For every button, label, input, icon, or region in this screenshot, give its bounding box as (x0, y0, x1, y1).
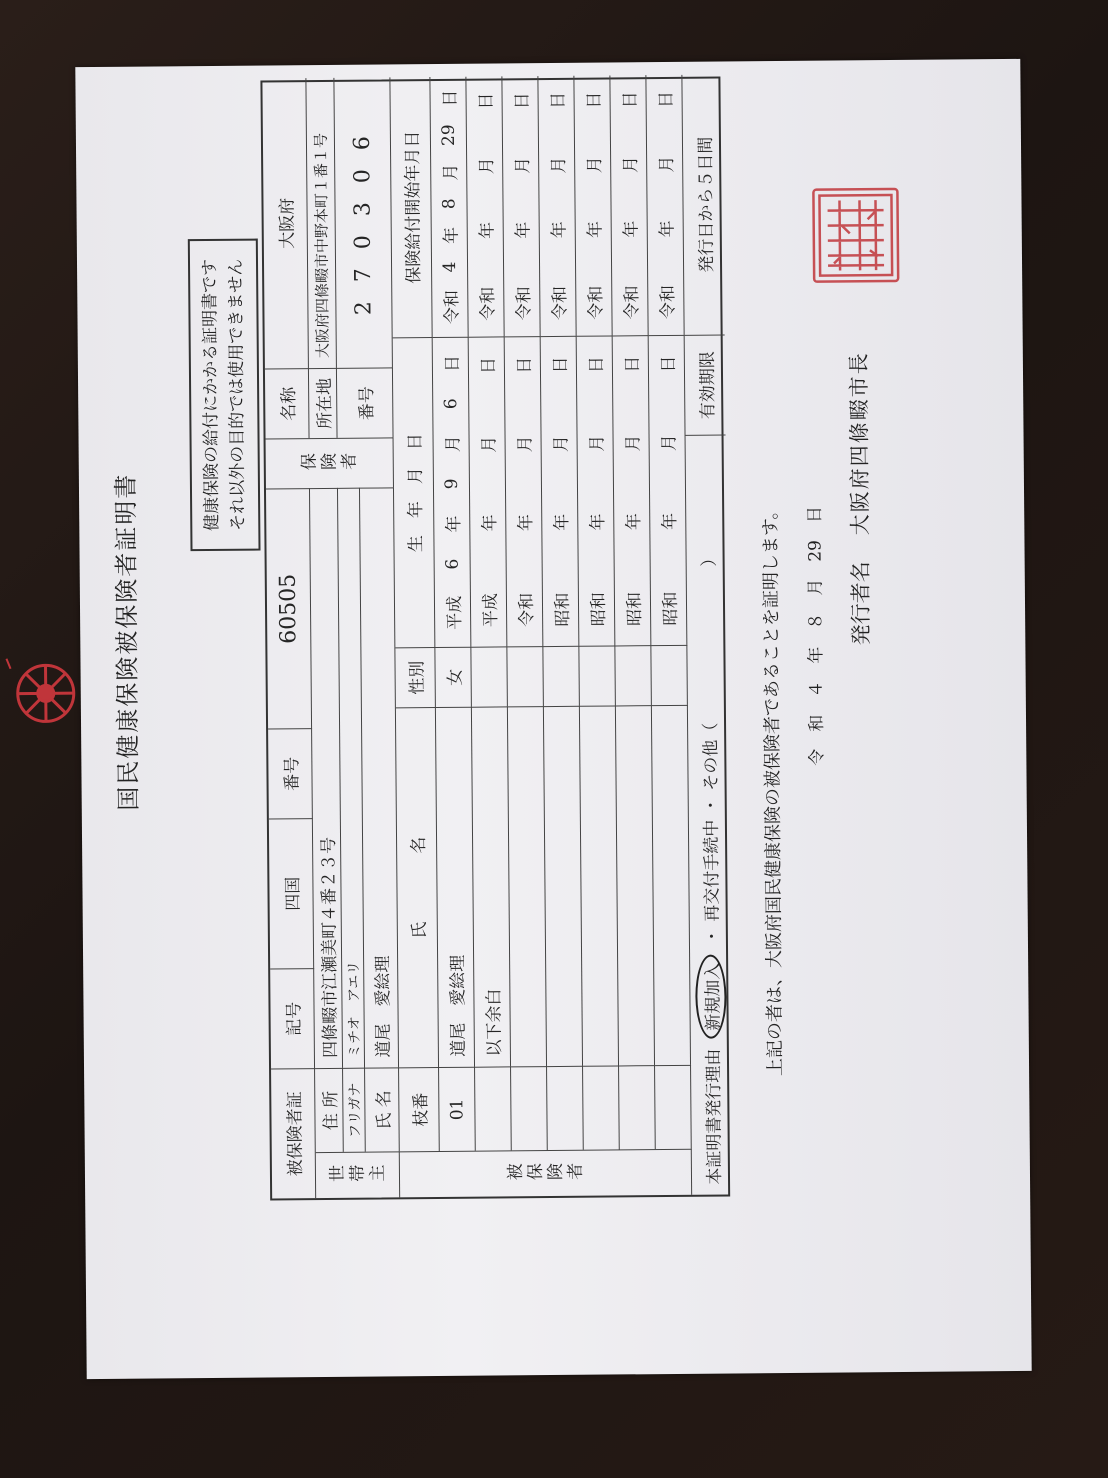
usage-warning-box (188, 239, 261, 552)
row-startdate-cell (430, 77, 468, 337)
issuer-label: 発行者名 (848, 561, 874, 646)
row-startdate-cell (538, 76, 576, 336)
row-sex: 女 (445, 668, 466, 686)
row-name-cell (580, 705, 619, 1065)
row-sex-cell (435, 647, 472, 707)
row-startdate-cell (646, 75, 684, 335)
address-value: 四條畷市江瀬美町４番２３号 (310, 488, 343, 1068)
issue-reason-label: 本証明書発行理由 (703, 1048, 725, 1185)
start-month: 8 (438, 198, 460, 210)
day-suffix: 日 (548, 91, 569, 110)
birth-era: 令和 (516, 592, 538, 627)
start-era: 令和 (442, 289, 463, 325)
row-name-cell (652, 705, 691, 1065)
document-content (0, 21, 902, 1383)
usage-warning-line-2: それ以外の目的では使用できません (225, 258, 249, 531)
year-suffix: 年 (480, 514, 501, 532)
address-label: 住 所 (315, 1068, 344, 1152)
col-sex-header: 性別 (395, 647, 436, 707)
certification-text: 上記の者は、大阪府国民健康保険の被保険者であることを証明します。 (760, 501, 787, 1077)
month-suffix: 月 (515, 435, 536, 453)
certificate-form (260, 77, 730, 1201)
day-suffix: 日 (550, 356, 571, 374)
name-label: 氏 名 (365, 1067, 400, 1151)
document-title: 国民健康保険被保険者証明書 (111, 472, 143, 811)
month-suffix: 月 (551, 435, 572, 453)
row-birthdate-cell (541, 336, 580, 646)
furigana-value: ミチオ アエリ (338, 488, 365, 1068)
start-era: 令和 (658, 284, 679, 320)
row-birthdate-cell (649, 335, 688, 645)
month-suffix: 月 (549, 156, 570, 174)
month-suffix: 月 (479, 435, 500, 453)
paper-sheet (75, 59, 1031, 1379)
month-suffix: 月 (657, 155, 678, 173)
row-name-cell (472, 706, 511, 1066)
start-era: 令和 (586, 285, 607, 320)
separator-2: ・ (701, 796, 722, 814)
start-era: 令和 (550, 285, 571, 321)
row-name-cell (436, 707, 475, 1067)
row-branch-cell (655, 1065, 692, 1149)
year-suffix: 年 (660, 512, 681, 530)
row-sex-cell (615, 645, 652, 705)
row-birthdate-cell (505, 336, 544, 646)
birth-era: 昭和 (552, 592, 574, 627)
validity-value: 発行日から５日間 (695, 136, 717, 273)
row-name-cell (508, 706, 547, 1066)
month-suffix: 月 (587, 434, 608, 452)
row-startdate-cell (502, 76, 540, 336)
month-suffix: 月 (477, 157, 498, 175)
insurer-location-label: 所在地 (309, 368, 338, 438)
year-suffix: 年 (549, 221, 570, 239)
year-suffix: 年 (477, 221, 498, 240)
kigou-value: 四国 (269, 818, 314, 968)
issue-reason-close-paren: ） (699, 549, 720, 567)
row-branch-cell (475, 1066, 512, 1150)
month-suffix: 月 (585, 156, 606, 174)
col-branch-header: 枝番 (399, 1067, 440, 1151)
day-suffix: 日 (622, 355, 643, 373)
row-branch-cell (619, 1065, 656, 1149)
name-value: 道尾 愛絵理 (360, 487, 399, 1067)
start-era: 令和 (478, 286, 499, 321)
row-branch-cell (583, 1065, 620, 1149)
validity-label: 有効期限 (685, 334, 726, 434)
row-branch: 01 (446, 1098, 467, 1121)
household-head-side-label: 世帯主 (316, 1151, 400, 1198)
row-name: 道尾 愛絵理 (448, 954, 469, 1057)
birth-year: 6 (442, 558, 463, 570)
month-suffix: 月 (623, 434, 644, 452)
row-sex-cell (543, 646, 580, 706)
row-branch-cell (439, 1067, 476, 1151)
usage-warning-line-1: 健康保険の給付にかかる証明書です (199, 258, 223, 532)
year-suffix: 年 (624, 513, 645, 531)
month-suffix: 月 (443, 435, 464, 453)
row-sex-cell (507, 646, 544, 706)
birth-era: 平成 (480, 593, 502, 628)
issue-reason-option-other: その他（ (700, 722, 722, 791)
issue-date: 令 和 ４ 年 ８ 月 29 日 (805, 505, 828, 766)
day-suffix: 日 (620, 91, 641, 109)
header-label: 被保険者証 (271, 1068, 316, 1198)
row-birthdate-cell (469, 336, 508, 646)
insurer-side-label: 保険者 (266, 437, 394, 488)
start-era: 令和 (514, 286, 535, 321)
year-suffix: 年 (585, 220, 606, 239)
insured-side-label: 被保険者 (400, 1149, 692, 1198)
birth-era: 平成 (444, 595, 466, 630)
row-birthdate-cell (613, 335, 652, 645)
start-year: 4 (439, 261, 460, 273)
municipal-emblem-icon (0, 648, 81, 739)
day-suffix: 日 (656, 90, 677, 109)
birth-day: 6 (440, 398, 461, 410)
day-suffix: 日 (476, 92, 497, 110)
row-name-cell (544, 706, 583, 1066)
row-name: 以下余白 (484, 988, 505, 1057)
birth-era: 昭和 (588, 592, 610, 627)
issuer-value: 大阪府四條畷市長 (846, 351, 873, 536)
birth-era: 昭和 (624, 591, 646, 626)
insurer-location-value: 大阪府四條畷市中野本町１番１号 (306, 78, 337, 368)
day-suffix: 日 (584, 91, 605, 109)
year-suffix: 年 (513, 221, 534, 239)
day-suffix: 日 (512, 92, 533, 110)
year-suffix: 年 (621, 220, 642, 238)
insurer-number-label: 番号 (337, 367, 394, 437)
row-birthdate-cell (433, 337, 472, 647)
start-day: 29 (438, 124, 459, 147)
issue-reason-selected: 新規加入 (695, 955, 727, 1039)
separator-1: ・ (702, 927, 723, 945)
month-suffix: 月 (621, 155, 642, 174)
day-suffix: 日 (658, 355, 679, 373)
furigana-label: フリガナ (343, 1068, 366, 1152)
birth-month: 9 (441, 478, 462, 490)
month-suffix: 月 (441, 163, 462, 181)
row-name-cell (616, 705, 655, 1065)
year-suffix: 年 (588, 513, 609, 531)
row-startdate-cell (466, 76, 504, 336)
month-suffix: 月 (513, 156, 534, 175)
bangou-label: 番号 (268, 728, 313, 818)
month-suffix: 月 (659, 434, 680, 452)
row-sex-cell (579, 645, 616, 705)
day-suffix: 日 (478, 356, 499, 375)
year-suffix: 年 (516, 514, 537, 532)
bangou-value: 60505 (266, 488, 312, 728)
year-suffix: 年 (444, 515, 465, 533)
row-sex-cell (471, 646, 508, 706)
kigou-label: 記号 (270, 968, 315, 1068)
row-branch-cell (511, 1066, 548, 1150)
year-suffix: 年 (657, 220, 678, 238)
year-suffix: 年 (441, 226, 462, 244)
row-startdate-cell (574, 75, 612, 335)
insurer-number-value: 2 7 0 3 0 6 (334, 77, 393, 367)
issue-reason-option-reissue: 再交付手続中 (701, 819, 723, 922)
row-birthdate-cell (577, 335, 616, 645)
issue-reason-row (686, 434, 733, 1194)
row-startdate-cell (610, 75, 648, 335)
col-start-header: 保険給付開始年月日 (390, 77, 432, 337)
year-suffix: 年 (552, 513, 573, 531)
col-name-header: 氏 名 (396, 707, 439, 1067)
col-birth-header: 生 年 月 日 (393, 337, 436, 647)
row-sex-cell (651, 645, 688, 705)
insurer-name-value: 大阪府 (262, 78, 309, 368)
row-branch-cell (547, 1066, 584, 1150)
day-suffix: 日 (514, 356, 535, 374)
insurer-name-label: 名称 (265, 368, 310, 438)
day-suffix: 日 (440, 89, 461, 107)
day-suffix: 日 (586, 356, 607, 374)
official-seal-stamp-icon (809, 185, 902, 286)
day-suffix: 日 (442, 354, 463, 373)
birth-era: 昭和 (660, 591, 682, 626)
start-era: 令和 (622, 285, 643, 320)
